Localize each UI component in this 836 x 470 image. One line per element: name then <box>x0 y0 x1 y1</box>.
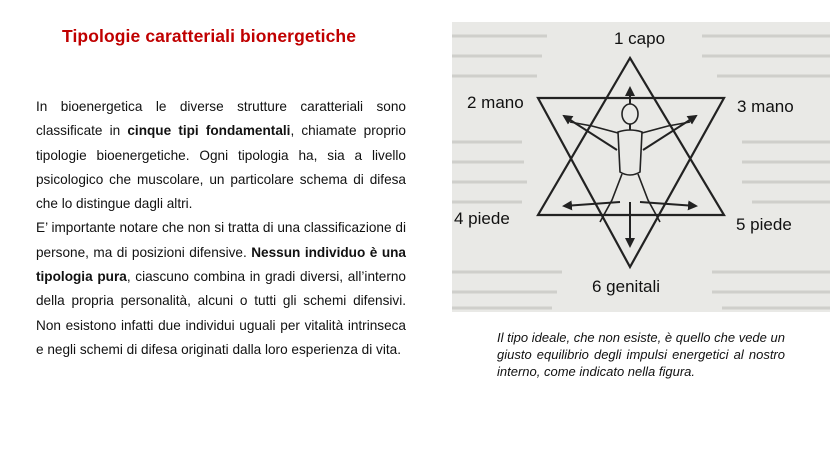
paragraph-1-bold: cinque tipi fondamentali <box>127 123 291 139</box>
label-genitals: 6 genitali <box>592 277 661 296</box>
slide-title: Tipologie caratteriali bionergetiche <box>62 26 357 46</box>
label-right-foot: 5 piede <box>736 215 792 234</box>
paragraph-1-text-b: , chiamate proprio tipologie bioenergetiche. Ogni tipologia ha, sia a livello psicologico che muscolare, un particolare schema di difesa che lo distingue dagli altri. <box>36 123 406 212</box>
paragraph-2-bold: Nessun individuo è una tipologia pura <box>36 244 406 285</box>
hexagram-diagram <box>452 22 830 312</box>
paragraph-2-text-a: E’ importante notare che non si tratta di una classificazione di persone, ma di posizioni difensive. <box>36 220 406 260</box>
label-head: 1 capo <box>614 29 666 48</box>
star-figure <box>452 22 830 312</box>
label-left-hand: 2 mano <box>467 93 524 112</box>
label-left-foot: 4 piede <box>454 209 510 228</box>
paragraph-2 <box>36 216 406 362</box>
paragraph-1 <box>36 95 406 216</box>
figure-caption: Il tipo ideale, che non esiste, è quello che vede un giusto equilibrio degli impulsi energetici al nostro interno, come indicato nella figura. <box>497 330 785 380</box>
paragraph-2-text-b: , ciascuno combina in gradi diversi, all’interno della propria personalità, alcuni o tutti gli schemi difensivi. Non esistono infatti due individui uguali per vitalità intrinseca e negli schemi di difesa originati dalla loro esperienza di vita. <box>36 269 406 357</box>
paragraph-1-text-a: In bioenergetica le diverse strutture caratteriali sono classificate in <box>36 99 406 139</box>
label-right-hand: 3 mano <box>737 97 794 116</box>
body-text <box>36 95 406 362</box>
